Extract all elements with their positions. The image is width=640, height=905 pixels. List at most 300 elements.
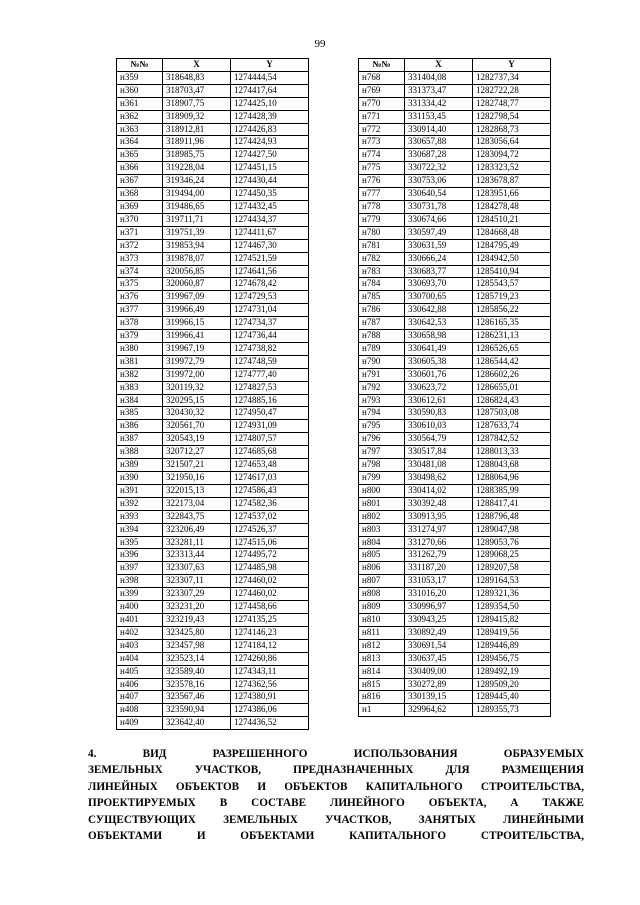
point-number-cell: н379 (117, 330, 163, 343)
point-number-cell: н384 (117, 394, 163, 407)
table-row (359, 420, 551, 433)
table-row (117, 342, 309, 355)
y-coordinate-cell: 1274653,48 (231, 459, 309, 472)
y-coordinate-cell: 1274685,68 (231, 446, 309, 459)
x-coordinate-cell: 330691,54 (405, 639, 473, 652)
table-row (117, 588, 309, 601)
point-number-cell: н787 (359, 317, 405, 330)
x-coordinate-cell: 320295,15 (163, 394, 231, 407)
y-coordinate-cell: 1289446,89 (473, 639, 551, 652)
point-number-cell: н780 (359, 226, 405, 239)
table-row (117, 355, 309, 368)
x-coordinate-cell: 331016,20 (405, 588, 473, 601)
table-row (117, 704, 309, 717)
point-number-cell: н395 (117, 536, 163, 549)
column-header-number: №№ (359, 59, 405, 72)
point-number-cell: н363 (117, 123, 163, 136)
y-coordinate-cell: 1274734,37 (231, 317, 309, 330)
table-row (359, 355, 551, 368)
y-coordinate-cell: 1287503,08 (473, 407, 551, 420)
table-row (359, 613, 551, 626)
y-coordinate-cell: 1274521,59 (231, 252, 309, 265)
x-coordinate-cell: 320561,70 (163, 420, 231, 433)
table-row (359, 136, 551, 149)
coordinates-table-left (116, 58, 309, 730)
x-coordinate-cell: 323642,40 (163, 717, 231, 730)
y-coordinate-cell: 1285543,57 (473, 278, 551, 291)
table-row (359, 123, 551, 136)
table-row (117, 317, 309, 330)
y-coordinate-cell: 1274146,23 (231, 626, 309, 639)
table-row (117, 381, 309, 394)
y-coordinate-cell: 1274135,25 (231, 613, 309, 626)
y-coordinate-cell: 1288385,99 (473, 484, 551, 497)
y-coordinate-cell: 1282798,54 (473, 110, 551, 123)
table-body-left (117, 71, 309, 729)
x-coordinate-cell: 319972,79 (163, 355, 231, 368)
table-row (117, 407, 309, 420)
table-row (117, 717, 309, 730)
table-row (359, 626, 551, 639)
x-coordinate-cell: 330687,28 (405, 149, 473, 162)
x-coordinate-cell: 330693,70 (405, 278, 473, 291)
x-coordinate-cell: 323578,16 (163, 678, 231, 691)
point-number-cell: н791 (359, 368, 405, 381)
point-number-cell: н401 (117, 613, 163, 626)
x-coordinate-cell: 323313,44 (163, 549, 231, 562)
point-number-cell: н385 (117, 407, 163, 420)
x-coordinate-cell: 323206,49 (163, 523, 231, 536)
y-coordinate-cell: 1286231,13 (473, 330, 551, 343)
x-coordinate-cell: 330610,03 (405, 420, 473, 433)
table-row (359, 484, 551, 497)
table-row (117, 330, 309, 343)
x-coordinate-cell: 330674,66 (405, 213, 473, 226)
table-row (359, 97, 551, 110)
x-coordinate-cell: 330597,49 (405, 226, 473, 239)
x-coordinate-cell: 330642,53 (405, 317, 473, 330)
point-number-cell: н403 (117, 639, 163, 652)
y-coordinate-cell: 1274738,82 (231, 342, 309, 355)
x-coordinate-cell: 323307,63 (163, 562, 231, 575)
table-row (359, 562, 551, 575)
table-row (117, 123, 309, 136)
point-number-cell: н400 (117, 601, 163, 614)
point-number-cell: н804 (359, 536, 405, 549)
table-row (359, 678, 551, 691)
point-number-cell: н370 (117, 213, 163, 226)
table-row (359, 394, 551, 407)
table-row (359, 588, 551, 601)
point-number-cell: н801 (359, 497, 405, 510)
x-coordinate-cell: 330590,83 (405, 407, 473, 420)
point-number-cell: н789 (359, 342, 405, 355)
table-row (117, 575, 309, 588)
point-number-cell: н362 (117, 110, 163, 123)
table-row (117, 136, 309, 149)
y-coordinate-cell: 1274430,44 (231, 175, 309, 188)
heading-line: ЛИНЕЙНЫХ ОБЪЕКТОВ И ОБЪЕКТОВ КАПИТАЛЬНОГО СТРОИТЕЛЬСТВА, (88, 780, 584, 793)
x-coordinate-cell: 323219,43 (163, 613, 231, 626)
x-coordinate-cell: 330913,95 (405, 510, 473, 523)
x-coordinate-cell: 330612,61 (405, 394, 473, 407)
table-row (359, 291, 551, 304)
y-coordinate-cell: 1289321,36 (473, 588, 551, 601)
y-coordinate-cell: 1274641,56 (231, 265, 309, 278)
point-number-cell: н777 (359, 188, 405, 201)
y-coordinate-cell: 1274827,53 (231, 381, 309, 394)
x-coordinate-cell: 323425,80 (163, 626, 231, 639)
y-coordinate-cell: 1274451,15 (231, 162, 309, 175)
table-row (359, 278, 551, 291)
x-coordinate-cell: 330272,89 (405, 678, 473, 691)
point-number-cell: н409 (117, 717, 163, 730)
table-header-row (359, 59, 551, 72)
y-coordinate-cell: 1285719,23 (473, 291, 551, 304)
table-row (117, 497, 309, 510)
y-coordinate-cell: 1274931,09 (231, 420, 309, 433)
point-number-cell: н402 (117, 626, 163, 639)
table-row (117, 200, 309, 213)
table-row (359, 523, 551, 536)
y-coordinate-cell: 1274428,39 (231, 110, 309, 123)
y-coordinate-cell: 1274427,50 (231, 149, 309, 162)
point-number-cell: н392 (117, 497, 163, 510)
table-row (117, 226, 309, 239)
heading-line: 4. ВИД РАЗРЕШЕННОГО ИСПОЛЬЗОВАНИЯ ОБРАЗУЕМЫХ (88, 748, 584, 760)
point-number-cell: н408 (117, 704, 163, 717)
point-number-cell: н782 (359, 252, 405, 265)
point-number-cell: н1 (359, 704, 405, 717)
point-number-cell: н382 (117, 368, 163, 381)
point-number-cell: н799 (359, 472, 405, 485)
x-coordinate-cell: 330658,98 (405, 330, 473, 343)
y-coordinate-cell: 1284668,48 (473, 226, 551, 239)
y-coordinate-cell: 1289207,58 (473, 562, 551, 575)
x-coordinate-cell: 330892,49 (405, 626, 473, 639)
x-coordinate-cell: 331053,17 (405, 575, 473, 588)
x-coordinate-cell: 320430,32 (163, 407, 231, 420)
x-coordinate-cell: 330996,97 (405, 601, 473, 614)
table-row (117, 613, 309, 626)
x-coordinate-cell: 320119,32 (163, 381, 231, 394)
point-number-cell: н800 (359, 484, 405, 497)
y-coordinate-cell: 1283056,64 (473, 136, 551, 149)
x-coordinate-cell: 319966,15 (163, 317, 231, 330)
table-row (117, 265, 309, 278)
point-number-cell: н397 (117, 562, 163, 575)
table-row (359, 601, 551, 614)
point-number-cell: н792 (359, 381, 405, 394)
table-row (117, 562, 309, 575)
y-coordinate-cell: 1289164,53 (473, 575, 551, 588)
point-number-cell: н383 (117, 381, 163, 394)
x-coordinate-cell: 319967,19 (163, 342, 231, 355)
point-number-cell: н381 (117, 355, 163, 368)
table-row (117, 601, 309, 614)
x-coordinate-cell: 319346,24 (163, 175, 231, 188)
y-coordinate-cell: 1274362,56 (231, 678, 309, 691)
point-number-cell: н810 (359, 613, 405, 626)
table-row (117, 368, 309, 381)
y-coordinate-cell: 1274807,57 (231, 433, 309, 446)
x-coordinate-cell: 323307,29 (163, 588, 231, 601)
point-number-cell: н360 (117, 84, 163, 97)
y-coordinate-cell: 1274731,04 (231, 304, 309, 317)
table-row (359, 639, 551, 652)
y-coordinate-cell: 1274432,45 (231, 200, 309, 213)
x-coordinate-cell: 330943,25 (405, 613, 473, 626)
point-number-cell: н768 (359, 71, 405, 84)
table-row (359, 497, 551, 510)
point-number-cell: н795 (359, 420, 405, 433)
y-coordinate-cell: 1274515,06 (231, 536, 309, 549)
y-coordinate-cell: 1274343,11 (231, 665, 309, 678)
x-coordinate-cell: 319751,39 (163, 226, 231, 239)
table-row (359, 162, 551, 175)
x-coordinate-cell: 319967,09 (163, 291, 231, 304)
point-number-cell: н371 (117, 226, 163, 239)
table-row (117, 239, 309, 252)
table-row (117, 304, 309, 317)
point-number-cell: н359 (117, 71, 163, 84)
x-coordinate-cell: 319878,07 (163, 252, 231, 265)
point-number-cell: н809 (359, 601, 405, 614)
point-number-cell: н389 (117, 459, 163, 472)
x-coordinate-cell: 330666,24 (405, 252, 473, 265)
point-number-cell: н365 (117, 149, 163, 162)
x-coordinate-cell: 319494,00 (163, 188, 231, 201)
point-number-cell: н812 (359, 639, 405, 652)
y-coordinate-cell: 1274426,83 (231, 123, 309, 136)
y-coordinate-cell: 1288043,68 (473, 459, 551, 472)
x-coordinate-cell: 318985,75 (163, 149, 231, 162)
table-row (359, 175, 551, 188)
column-header-y: Y (473, 59, 551, 72)
page-number: 99 (314, 38, 326, 50)
x-coordinate-cell: 330605,38 (405, 355, 473, 368)
y-coordinate-cell: 1283951,66 (473, 188, 551, 201)
x-coordinate-cell: 331262,79 (405, 549, 473, 562)
table-row (359, 239, 551, 252)
x-coordinate-cell: 320060,87 (163, 278, 231, 291)
point-number-cell: н391 (117, 484, 163, 497)
y-coordinate-cell: 1284942,50 (473, 252, 551, 265)
x-coordinate-cell: 330914,40 (405, 123, 473, 136)
x-coordinate-cell: 330722,32 (405, 162, 473, 175)
x-coordinate-cell: 330601,76 (405, 368, 473, 381)
y-coordinate-cell: 1289456,75 (473, 652, 551, 665)
x-coordinate-cell: 320543,19 (163, 433, 231, 446)
y-coordinate-cell: 1274417,64 (231, 84, 309, 97)
point-number-cell: н376 (117, 291, 163, 304)
y-coordinate-cell: 1274436,52 (231, 717, 309, 730)
point-number-cell: н390 (117, 472, 163, 485)
table-row (359, 472, 551, 485)
x-coordinate-cell: 330640,54 (405, 188, 473, 201)
x-coordinate-cell: 331153,45 (405, 110, 473, 123)
x-coordinate-cell: 318907,75 (163, 97, 231, 110)
table-row (117, 639, 309, 652)
point-number-cell: н798 (359, 459, 405, 472)
y-coordinate-cell: 1274582,36 (231, 497, 309, 510)
x-coordinate-cell: 318648,83 (163, 71, 231, 84)
point-number-cell: н813 (359, 652, 405, 665)
table-row (117, 278, 309, 291)
y-coordinate-cell: 1274885,16 (231, 394, 309, 407)
table-row (117, 252, 309, 265)
point-number-cell: н772 (359, 123, 405, 136)
y-coordinate-cell: 1289492,19 (473, 665, 551, 678)
x-coordinate-cell: 330731,78 (405, 200, 473, 213)
x-coordinate-cell: 330642,88 (405, 304, 473, 317)
x-coordinate-cell: 331187,20 (405, 562, 473, 575)
y-coordinate-cell: 1286544,42 (473, 355, 551, 368)
x-coordinate-cell: 323457,98 (163, 639, 231, 652)
x-coordinate-cell: 319228,04 (163, 162, 231, 175)
point-number-cell: н794 (359, 407, 405, 420)
y-coordinate-cell: 1274748,59 (231, 355, 309, 368)
y-coordinate-cell: 1274495,72 (231, 549, 309, 562)
table-row (117, 549, 309, 562)
table-row (359, 110, 551, 123)
point-number-cell: н808 (359, 588, 405, 601)
point-number-cell: н784 (359, 278, 405, 291)
x-coordinate-cell: 323307,11 (163, 575, 231, 588)
y-coordinate-cell: 1289419,56 (473, 626, 551, 639)
table-row (359, 368, 551, 381)
y-coordinate-cell: 1274425,10 (231, 97, 309, 110)
point-number-cell: н387 (117, 433, 163, 446)
x-coordinate-cell: 318703,47 (163, 84, 231, 97)
x-coordinate-cell: 330139,15 (405, 691, 473, 704)
x-coordinate-cell: 330641,49 (405, 342, 473, 355)
point-number-cell: н774 (359, 149, 405, 162)
section-heading (88, 746, 584, 844)
y-coordinate-cell: 1274467,30 (231, 239, 309, 252)
point-number-cell: н368 (117, 188, 163, 201)
column-header-x: X (163, 59, 231, 72)
x-coordinate-cell: 320056,85 (163, 265, 231, 278)
y-coordinate-cell: 1285856,22 (473, 304, 551, 317)
x-coordinate-cell: 323567,46 (163, 691, 231, 704)
point-number-cell: н406 (117, 678, 163, 691)
point-number-cell: н366 (117, 162, 163, 175)
x-coordinate-cell: 330683,77 (405, 265, 473, 278)
table-row (117, 678, 309, 691)
x-coordinate-cell: 331270,66 (405, 536, 473, 549)
x-coordinate-cell: 322173,04 (163, 497, 231, 510)
point-number-cell: н396 (117, 549, 163, 562)
y-coordinate-cell: 1274424,93 (231, 136, 309, 149)
x-coordinate-cell: 322843,75 (163, 510, 231, 523)
y-coordinate-cell: 1284278,48 (473, 200, 551, 213)
x-coordinate-cell: 323590,94 (163, 704, 231, 717)
y-coordinate-cell: 1274411,67 (231, 226, 309, 239)
table-row (359, 330, 551, 343)
table-row (117, 472, 309, 485)
table-row (117, 484, 309, 497)
y-coordinate-cell: 1289509,20 (473, 678, 551, 691)
column-header-y: Y (231, 59, 309, 72)
table-row (359, 407, 551, 420)
point-number-cell: н404 (117, 652, 163, 665)
y-coordinate-cell: 1288796,48 (473, 510, 551, 523)
x-coordinate-cell: 323589,40 (163, 665, 231, 678)
y-coordinate-cell: 1274450,35 (231, 188, 309, 201)
y-coordinate-cell: 1288417,41 (473, 497, 551, 510)
x-coordinate-cell: 319966,41 (163, 330, 231, 343)
y-coordinate-cell: 1274729,53 (231, 291, 309, 304)
point-number-cell: н778 (359, 200, 405, 213)
point-number-cell: н785 (359, 291, 405, 304)
heading-line: ОБЪЕКТАМИ И ОБЪЕКТАМИ КАПИТАЛЬНОГО СТРОИТЕЛЬСТВА, (88, 830, 584, 843)
point-number-cell: н802 (359, 510, 405, 523)
point-number-cell: н374 (117, 265, 163, 278)
point-number-cell: н373 (117, 252, 163, 265)
point-number-cell: н372 (117, 239, 163, 252)
y-coordinate-cell: 1282868,73 (473, 123, 551, 136)
heading-line: СУЩЕСТВУЮЩИХ ЗЕМЕЛЬНЫХ УЧАСТКОВ, ЗАНЯТЫХ ЛИНЕЙНЫМИ (88, 813, 584, 826)
x-coordinate-cell: 331373,47 (405, 84, 473, 97)
point-number-cell: н380 (117, 342, 163, 355)
point-number-cell: н797 (359, 446, 405, 459)
column-header-number: №№ (117, 59, 163, 72)
table-row (117, 291, 309, 304)
table-row (117, 536, 309, 549)
x-coordinate-cell: 318909,32 (163, 110, 231, 123)
point-number-cell: н779 (359, 213, 405, 226)
heading-line: ПРОЕКТИРУЕМЫХ В СОСТАВЕ ЛИНЕЙНОГО ОБЪЕКТА, А ТАКЖЕ (88, 797, 584, 810)
point-number-cell: н770 (359, 97, 405, 110)
y-coordinate-cell: 1285410,94 (473, 265, 551, 278)
table-row (359, 433, 551, 446)
x-coordinate-cell: 323231,20 (163, 601, 231, 614)
x-coordinate-cell: 329964,62 (405, 704, 473, 717)
y-coordinate-cell: 1289047,98 (473, 523, 551, 536)
point-number-cell: н814 (359, 665, 405, 678)
table-row (359, 149, 551, 162)
table-row (359, 510, 551, 523)
table-row (359, 691, 551, 704)
y-coordinate-cell: 1274184,12 (231, 639, 309, 652)
table-row (117, 459, 309, 472)
y-coordinate-cell: 1289053,76 (473, 536, 551, 549)
y-coordinate-cell: 1274434,37 (231, 213, 309, 226)
table-row (359, 71, 551, 84)
y-coordinate-cell: 1274485,98 (231, 562, 309, 575)
point-number-cell: н393 (117, 510, 163, 523)
point-number-cell: н775 (359, 162, 405, 175)
x-coordinate-cell: 322015,13 (163, 484, 231, 497)
point-number-cell: н398 (117, 575, 163, 588)
table-row (359, 317, 551, 330)
y-coordinate-cell: 1286602,26 (473, 368, 551, 381)
y-coordinate-cell: 1274736,44 (231, 330, 309, 343)
y-coordinate-cell: 1288064,96 (473, 472, 551, 485)
y-coordinate-cell: 1283323,52 (473, 162, 551, 175)
y-coordinate-cell: 1274777,40 (231, 368, 309, 381)
table-row (117, 652, 309, 665)
y-coordinate-cell: 1274678,42 (231, 278, 309, 291)
y-coordinate-cell: 1286824,43 (473, 394, 551, 407)
x-coordinate-cell: 331274,97 (405, 523, 473, 536)
point-number-cell: н776 (359, 175, 405, 188)
table-row (359, 342, 551, 355)
x-coordinate-cell: 323281,11 (163, 536, 231, 549)
point-number-cell: н781 (359, 239, 405, 252)
y-coordinate-cell: 1274458,66 (231, 601, 309, 614)
